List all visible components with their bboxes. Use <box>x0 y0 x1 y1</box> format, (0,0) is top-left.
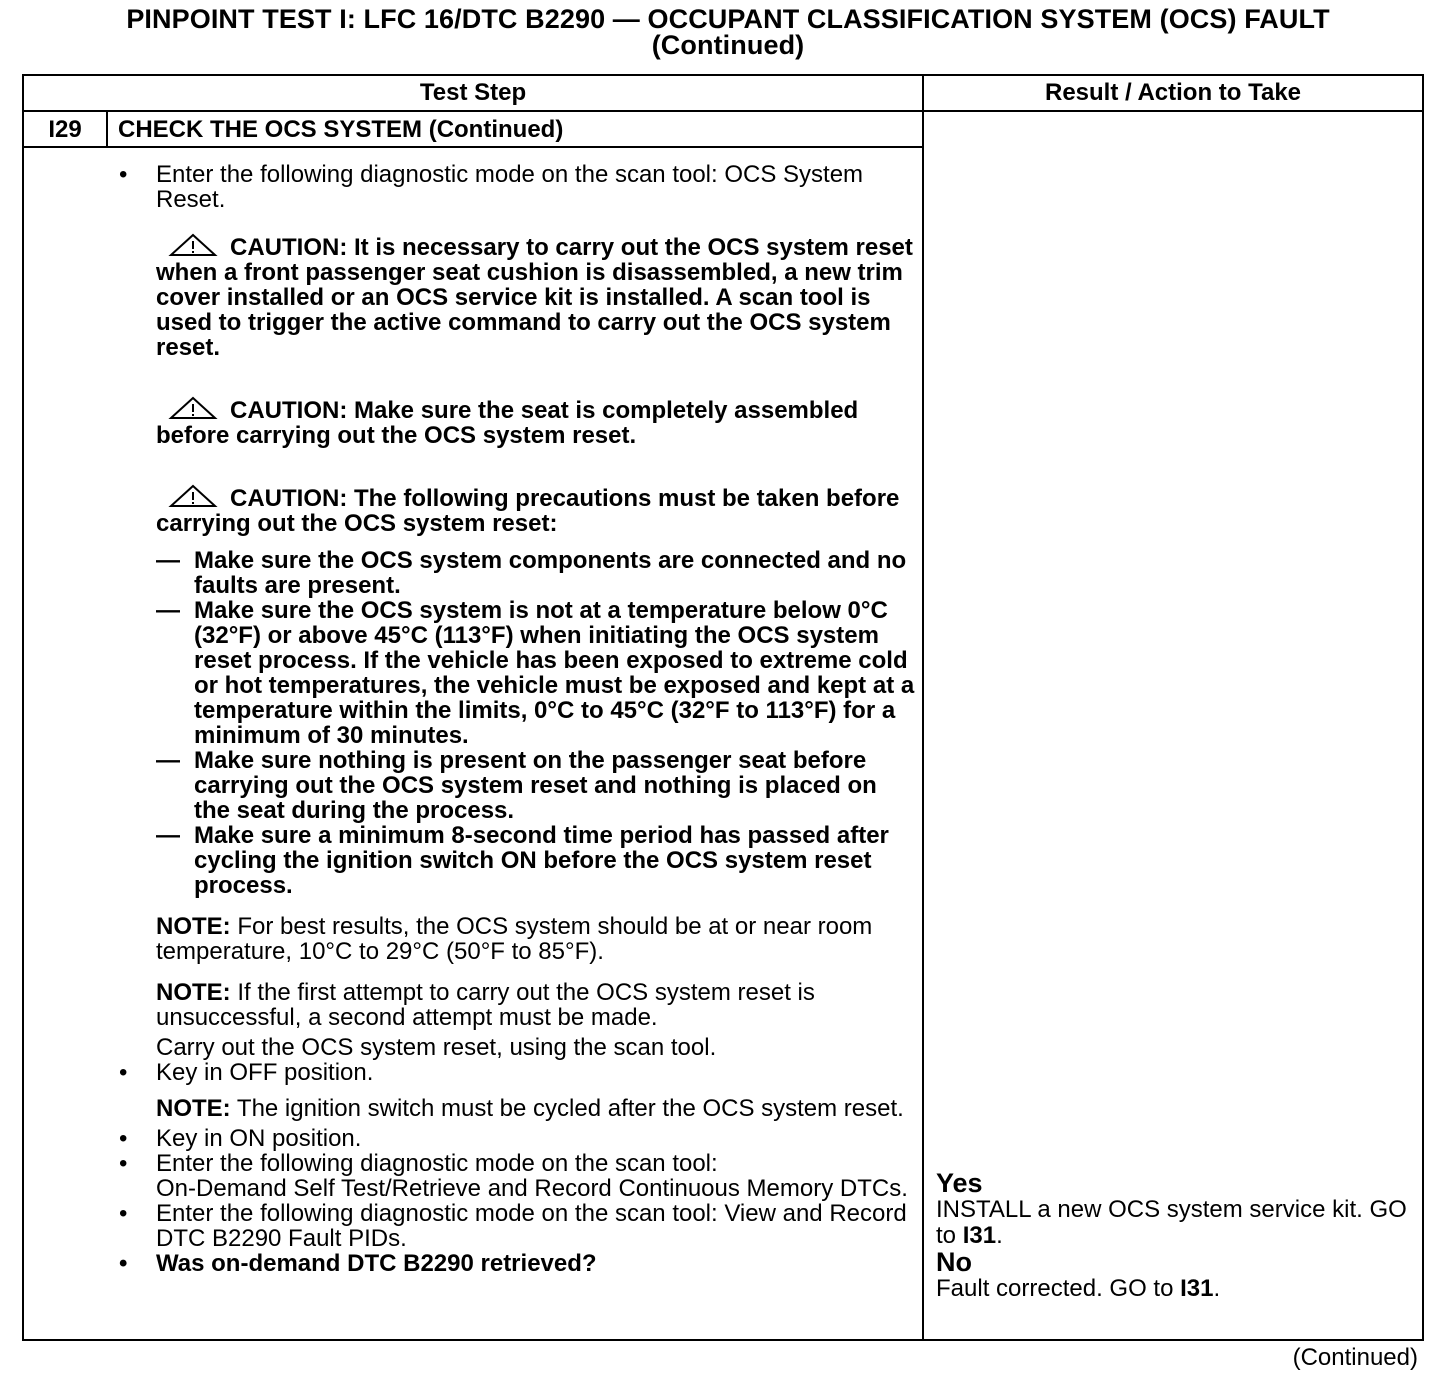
note-block: NOTE: For best results, the OCS system should be at or near room temperature, 10°C to 29°C (50°F to 85°F). <box>156 913 873 965</box>
bullet-item: • Enter the following diagnostic mode on the scan tool: OCS System Reset. <box>119 161 864 213</box>
result-no-label: No <box>936 1247 972 1277</box>
step-number-divider <box>106 112 108 146</box>
note-label: NOTE: <box>156 979 231 1006</box>
bullet-icon: • <box>119 1200 128 1227</box>
caution-block: CAUTION: The following precautions must be taken before carrying out the OCS system reset: <box>156 485 900 537</box>
result-yes-label: Yes <box>936 1168 983 1198</box>
caution-block: CAUTION: It is necessary to carry out the OCS system reset when a front passenger seat cushion is disassembled, a new trim cover installed or an OCS service kit is installed. A scan tool is used to trigger the active command to carry out the OCS system reset. <box>156 234 913 361</box>
goto-step-link: I31 <box>1180 1275 1214 1302</box>
goto-step-link: I31 <box>962 1222 997 1249</box>
header-result-action: Result / Action to Take <box>1044 79 1302 106</box>
note-block: NOTE: The ignition switch must be cycled after the OCS system reset. <box>156 1095 904 1122</box>
question-item: • Was on-demand DTC B2290 retrieved? <box>119 1250 597 1277</box>
header-divider <box>24 110 1422 112</box>
bullet-item: • Enter the following diagnostic mode on the scan tool: View and Record DTC B2290 Fault PIDs. <box>119 1200 907 1252</box>
caution-block: CAUTION: Make sure the seat is completely assembled before carrying out the OCS system reset. <box>156 397 859 449</box>
result-yes-action: INSTALL a new OCS system service kit. GO to I31. <box>936 1196 1407 1249</box>
result-no-action: Fault corrected. GO to I31. <box>936 1275 1221 1302</box>
precaution-item: — Make sure a minimum 8-second time period has passed after cycling the ignition switch ON before the OCS system reset process. <box>156 822 889 899</box>
precaution-item: — Make sure the OCS system is not at a temperature below 0°C (32°F) or above 45°C (113°F) when initiating the OCS system reset process. If the vehicle has been exposed to extreme cold or hot temperatures, the vehicle must be exposed and kept at a temperature within the limits, 0°C to 45°C (32°F to 113°F) for a minimum of 30 minutes. <box>156 597 915 749</box>
note-label: NOTE: <box>156 913 231 940</box>
bullet-icon: • <box>119 1150 128 1177</box>
result-column <box>936 1170 1416 1302</box>
warning-triangle-icon <box>168 484 218 508</box>
note-label: NOTE: <box>156 1095 231 1122</box>
bullet-icon: • <box>119 1125 128 1152</box>
precaution-list <box>156 548 916 898</box>
column-divider <box>922 76 924 1339</box>
bullet-icon: • <box>119 161 128 188</box>
bullet-icon: • <box>119 1059 128 1086</box>
bullet-item: • Enter the following diagnostic mode on the scan tool: On-Demand Self Test/Retrieve and Record Continuous Memory DTCs. <box>119 1150 908 1202</box>
continued-footer: (Continued) <box>1292 1344 1418 1371</box>
test-step-body <box>119 161 916 1277</box>
warning-triangle-icon <box>168 396 218 420</box>
precaution-item: — Make sure nothing is present on the passenger seat before carrying out the OCS system reset and nothing is placed on the seat during the process. <box>156 747 877 824</box>
step-number: I29 <box>48 116 82 143</box>
bullet-item: • Key in ON position. <box>119 1125 362 1152</box>
title-line-2: (Continued) <box>651 30 805 60</box>
step-title: CHECK THE OCS SYSTEM (Continued) <box>118 116 564 143</box>
header-test-step: Test Step <box>419 79 527 106</box>
warning-triangle-icon <box>168 233 218 257</box>
title-line-1: PINPOINT TEST I: LFC 16/DTC B2290 — OCCUPANT CLASSIFICATION SYSTEM (OCS) FAULT <box>126 4 1330 34</box>
pinpoint-test-table <box>22 74 1424 1341</box>
page-title <box>0 6 1456 58</box>
bullet-item: • Key in OFF position. <box>119 1059 374 1086</box>
instruction-text: Carry out the OCS system reset, using the scan tool. <box>156 1034 717 1061</box>
dash-mark: — <box>156 597 180 624</box>
note-block: NOTE: If the first attempt to carry out the OCS system reset is unsuccessful, a second attempt must be made. <box>156 979 815 1031</box>
precaution-item: — Make sure the OCS system components are connected and no faults are present. <box>156 547 907 599</box>
dash-mark: — <box>156 747 180 774</box>
dash-mark: — <box>156 547 180 574</box>
bullet-icon: • <box>119 1250 128 1277</box>
dash-mark: — <box>156 822 180 849</box>
step-title-divider <box>24 146 922 148</box>
